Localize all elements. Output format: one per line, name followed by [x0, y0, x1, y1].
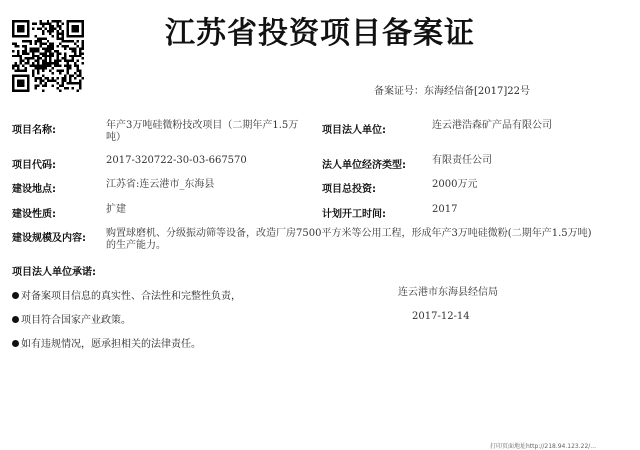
- start-time-value: 2017: [432, 204, 458, 215]
- issue-date: 2017-12-14: [412, 311, 470, 322]
- commitment-item: 如有违规情况，愿承担相关的法律责任。: [12, 335, 201, 350]
- bullet-icon: [12, 292, 19, 299]
- commitment-item: 对备案项目信息的真实性、合法性和完整性负责，: [12, 287, 241, 302]
- project-code-label: 项目代码:: [12, 160, 56, 171]
- project-code-value: 2017-320722-30-03-667570: [106, 155, 247, 166]
- issuer: 连云港市东海县经信局: [398, 287, 498, 298]
- project-name-value: 年产3万吨硅微粉技改项目（二期年产1.5万吨）: [106, 120, 299, 143]
- page-title: 江苏省投资项目备案证: [165, 16, 475, 51]
- project-name-label: 项目名称:: [12, 125, 56, 136]
- unit-type-label: 法人单位经济类型:: [322, 160, 406, 171]
- unit-type-value: 有限责任公司: [432, 155, 492, 166]
- print-url-footer: 打印页面地址http://218.94.123.22/...: [490, 443, 597, 450]
- nature-value: 扩建: [106, 204, 126, 215]
- location-value: 江苏省:连云港市_东海县: [106, 179, 215, 190]
- commitment-heading: 项目法人单位承诺:: [12, 267, 96, 278]
- total-investment-label: 项目总投资:: [322, 184, 376, 195]
- start-time-label: 计划开工时间:: [322, 209, 386, 220]
- legal-unit-label: 项目法人单位:: [322, 125, 386, 136]
- bullet-icon: [12, 340, 19, 347]
- scale-label: 建设规模及内容:: [12, 233, 86, 244]
- filing-number: 备案证号：东海经信备[2017]22号: [374, 86, 530, 97]
- commitment-item: 项目符合国家产业政策。: [12, 311, 131, 326]
- scale-value: 购置球磨机、分级振动筛等设备，改造厂房7500平方米等公用工程，形成年产3万吨硅微粉(二期年产1.5万吨)的生产能力。: [106, 228, 592, 251]
- location-label: 建设地点:: [12, 184, 56, 195]
- bullet-icon: [12, 316, 19, 323]
- total-investment-value: 2000万元: [432, 179, 478, 190]
- legal-unit-value: 连云港浩森矿产品有限公司: [432, 120, 552, 131]
- nature-label: 建设性质:: [12, 209, 56, 220]
